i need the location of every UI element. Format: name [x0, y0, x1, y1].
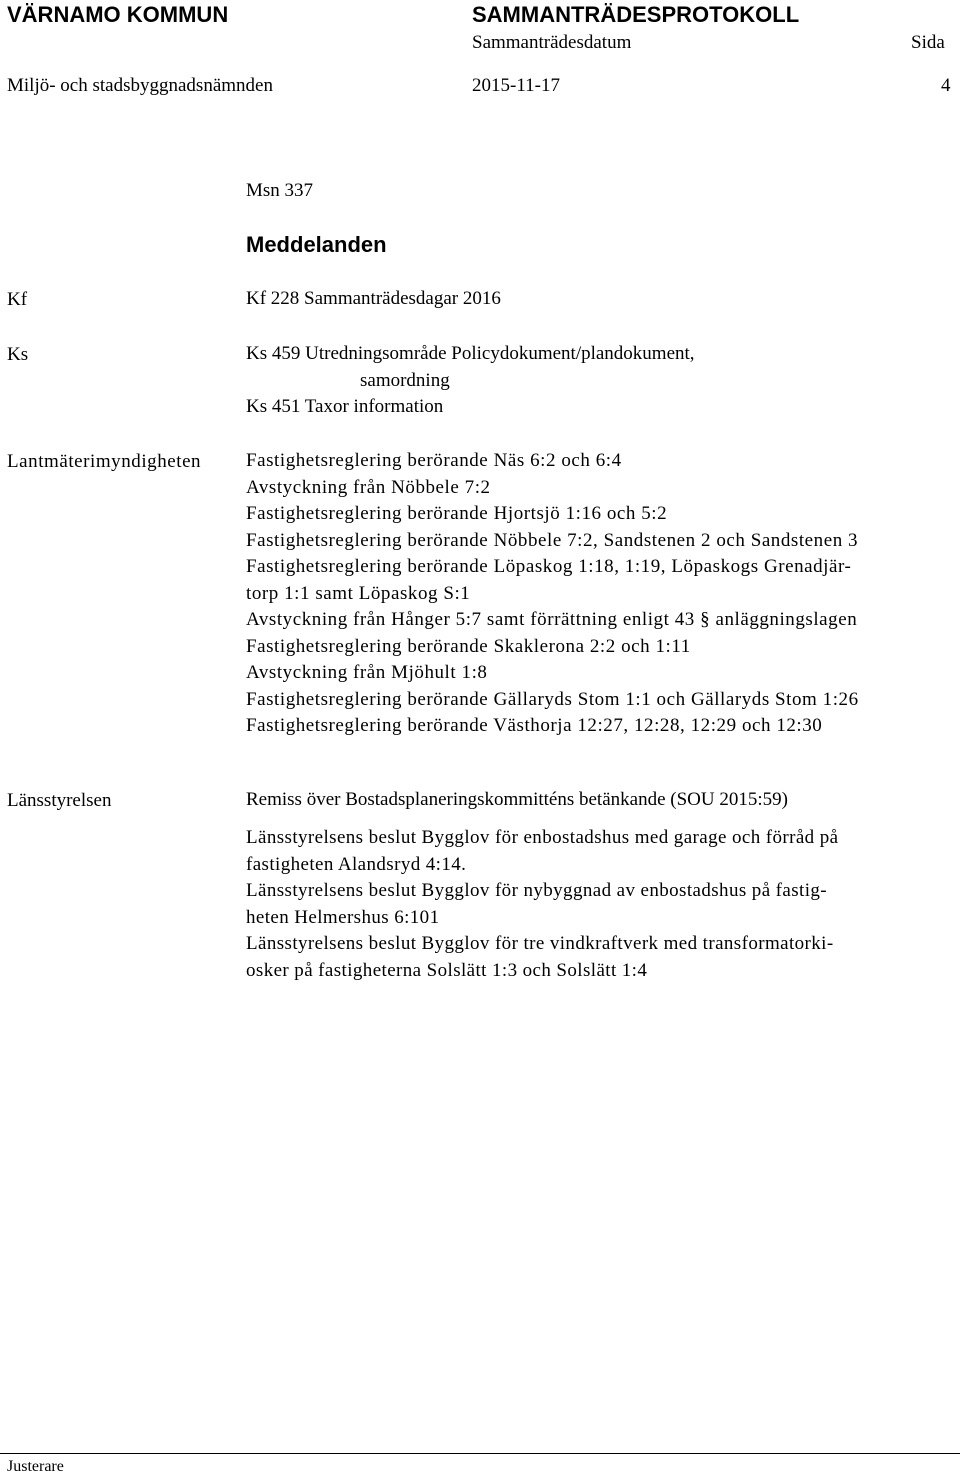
list-item: Fastighetsreglering berörande Hjortsjö 1:16 och 5:2	[246, 503, 668, 524]
lantmateri-items	[246, 448, 859, 740]
list-item: Avstyckning från Nöbbele 7:2	[246, 476, 491, 498]
list-item: Ks 451 Taxor information	[246, 396, 444, 417]
sender-lansstyrelsen: Länsstyrelsen	[7, 790, 112, 811]
list-item: osker på fastigheterna Solslätt 1:3 och Solslätt 1:4	[246, 959, 648, 981]
list-item: Remiss över Bostadsplaneringskommitténs betänkande (SOU 2015:59)	[246, 789, 788, 810]
page-number: 4	[941, 75, 951, 96]
section-number: Msn 337	[246, 180, 314, 201]
list-item: fastigheten Alandsryd 4:14.	[246, 853, 467, 875]
list-item: torp 1:1 samt Löpaskog S:1	[246, 582, 471, 604]
ks-items	[246, 341, 695, 421]
list-item: Kf 228 Sammanträdesdagar 2016	[246, 288, 501, 309]
list-item: Fastighetsreglering berörande Gällaryds Stom 1:1 och Gällaryds Stom 1:26	[246, 688, 859, 710]
meeting-date: 2015-11-17	[472, 75, 560, 96]
list-item: Fastighetsreglering berörande Västhorja 12:27, 12:28, 12:29 och 12:30	[246, 715, 823, 736]
list-item: Avstyckning från Mjöhult 1:8	[246, 662, 488, 683]
committee-name: Miljö- och stadsbyggnadsnämnden	[7, 75, 273, 96]
date-label: Sammanträdesdatum	[472, 32, 632, 53]
list-item: samordning	[360, 369, 450, 391]
list-item: Länsstyrelsens beslut Bygglov för nybyggnad av enbostadshus på fastig-	[246, 880, 828, 901]
section-title: Meddelanden	[246, 232, 387, 257]
list-item: Länsstyrelsens beslut Bygglov för tre vindkraftverk med transformatorki-	[246, 933, 834, 954]
footer-label: Justerare	[7, 1458, 64, 1475]
sender-ks: Ks	[7, 344, 29, 365]
page-label: Sida	[911, 32, 945, 53]
list-item: Fastighetsreglering berörande Näs 6:2 och 6:4	[246, 450, 622, 471]
footer-divider	[0, 1453, 960, 1454]
list-item: Avstyckning från Hånger 5:7 samt förrättning enligt 43 § anläggningslagen	[246, 609, 858, 630]
list-item: Ks 459 Utredningsområde Policydokument/plandokument,	[246, 343, 695, 364]
list-item: Länsstyrelsens beslut Bygglov för enbostadshus med garage och förråd på	[246, 827, 839, 848]
list-item: Fastighetsreglering berörande Löpaskog 1:18, 1:19, Löpaskogs Grenadjär-	[246, 556, 852, 577]
list-item: Fastighetsreglering berörande Nöbbele 7:2, Sandstenen 2 och Sandstenen 3	[246, 529, 859, 551]
list-item: Fastighetsreglering berörande Skaklerona 2:2 och 1:11	[246, 635, 691, 657]
list-item: heten Helmershus 6:101	[246, 906, 440, 928]
kf-items	[246, 286, 501, 313]
lansstyrelsen-items	[246, 825, 838, 984]
sender-lantmateri: Lantmäterimyndigheten	[7, 451, 202, 472]
document-type: SAMMANTRÄDESPROTOKOLL	[472, 2, 800, 27]
sender-kf: Kf	[7, 289, 28, 310]
lansstyrelsen-remiss	[246, 787, 788, 814]
municipality-name: VÄRNAMO KOMMUN	[7, 2, 229, 27]
